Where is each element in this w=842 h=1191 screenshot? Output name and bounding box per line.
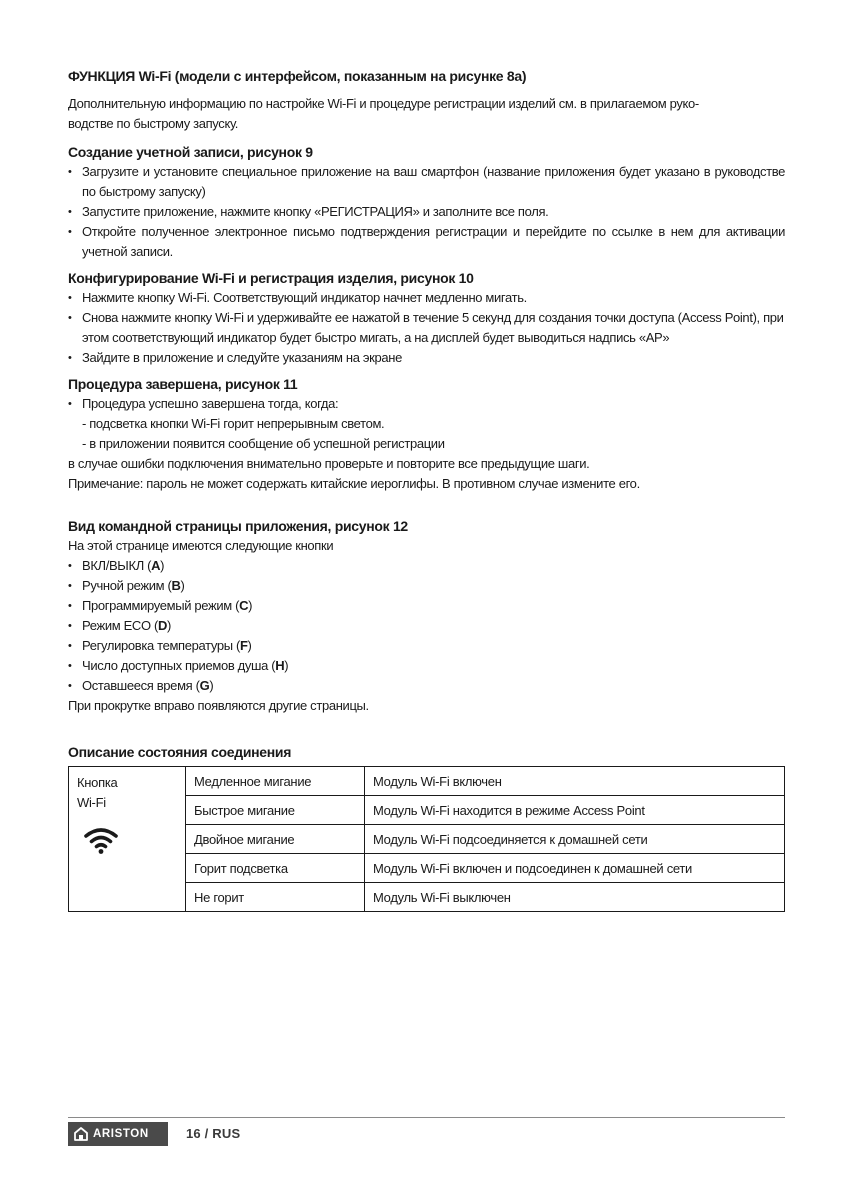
table-cell-state: Быстрое мигание <box>186 796 365 825</box>
list-item: • Режим ECO (D) <box>68 616 785 636</box>
table-cell-state: Не горит <box>186 883 365 912</box>
done-sub-2: - в приложении появится сообщение об успешной регистрации <box>82 436 445 451</box>
done-steps <box>68 394 785 414</box>
command-heading: Вид командной страницы приложения, рисунок 12 <box>68 518 408 534</box>
command-outro: При прокрутке вправо появляются другие страницы. <box>68 698 369 713</box>
list-item: • Регулировка температуры (F) <box>68 636 785 656</box>
table-cell-desc: Модуль Wi-Fi выключен <box>365 883 785 912</box>
done-heading: Процедура завершена, рисунок 11 <box>68 376 298 392</box>
list-item: • Число доступных приемов душа (H) <box>68 656 785 676</box>
table-cell-state: Горит подсветка <box>186 854 365 883</box>
table-row <box>69 767 785 796</box>
wifi-icon <box>83 825 177 861</box>
list-item: • Загрузите и установите специальное приложение на ваш смартфон (название приложения будет указано в руководстве по быстрому запуску) <box>68 162 785 202</box>
ariston-logo <box>68 1122 168 1146</box>
table-cell-state: Двойное мигание <box>186 825 365 854</box>
page-number: 16 / RUS <box>186 1126 241 1141</box>
config-steps <box>68 288 785 368</box>
footer-divider <box>68 1117 785 1118</box>
list-item: • Нажмите кнопку Wi-Fi. Соответствующий индикатор начнет медленно мигать. <box>68 288 785 308</box>
table-cell-state: Медленное мигание <box>186 767 365 796</box>
table-cell-desc: Модуль Wi-Fi находится в режиме Access Point <box>365 796 785 825</box>
password-note: Примечание: пароль не может содержать китайские иероглифы. В противном случае измените его. <box>68 476 640 491</box>
list-item: • Зайдите в приложение и следуйте указаниям на экране <box>68 348 785 368</box>
wifi-button-label: Wi-Fi <box>77 795 106 810</box>
list-item: • ВКЛ/ВЫКЛ (A) <box>68 556 785 576</box>
list-item: • Откройте полученное электронное письмо подтверждения регистрации и перейдите по ссылке в нем для активации учетной записи. <box>68 222 785 262</box>
list-item: • Снова нажмите кнопку Wi-Fi и удерживайте ее нажатой в течение 5 секунд для создания точки доступа (Access Point), при этом соответствующий индикатор будет быстро мигать, а на дисплей будет выводиться надпись «AP» <box>68 308 785 348</box>
list-item: • Ручной режим (B) <box>68 576 785 596</box>
brand-name: ARISTON <box>93 1128 149 1140</box>
wifi-function-title: ФУНКЦИЯ Wi-Fi (модели с интерфейсом, показанным на рисунке 8a) <box>68 68 527 84</box>
list-item: • Запустите приложение, нажмите кнопку «РЕГИСТРАЦИЯ» и заполните все поля. <box>68 202 785 222</box>
command-buttons-list <box>68 556 785 696</box>
error-note: в случае ошибки подключения внимательно проверьте и повторите все предыдущие шаги. <box>68 456 590 471</box>
list-item: • Оставшееся время (G) <box>68 676 785 696</box>
intro-line-1: Дополнительную информацию по настройке Wi-Fi и процедуре регистрации изделий см. в прилагаемом руко- <box>68 96 699 111</box>
config-heading: Конфигурирование Wi-Fi и регистрация изделия, рисунок 10 <box>68 270 474 286</box>
wifi-button-cell <box>69 767 186 912</box>
house-icon <box>73 1126 89 1142</box>
account-heading: Создание учетной записи, рисунок 9 <box>68 144 313 160</box>
command-intro: На этой странице имеются следующие кнопки <box>68 538 334 553</box>
table-cell-desc: Модуль Wi-Fi подсоединяется к домашней сети <box>365 825 785 854</box>
wifi-button-label: Кнопка <box>77 775 118 790</box>
done-sub-1: - подсветка кнопки Wi-Fi горит непрерывным светом. <box>82 416 385 431</box>
intro-line-2: водстве по быстрому запуску. <box>68 116 239 131</box>
connection-status-table <box>68 766 785 912</box>
account-steps <box>68 162 785 262</box>
list-item: • Программируемый режим (C) <box>68 596 785 616</box>
table-cell-desc: Модуль Wi-Fi включен <box>365 767 785 796</box>
connection-heading: Описание состояния соединения <box>68 744 292 760</box>
table-cell-desc: Модуль Wi-Fi включен и подсоединен к домашней сети <box>365 854 785 883</box>
document-page <box>68 66 785 912</box>
list-item: • Процедура успешно завершена тогда, когда: <box>68 394 785 414</box>
